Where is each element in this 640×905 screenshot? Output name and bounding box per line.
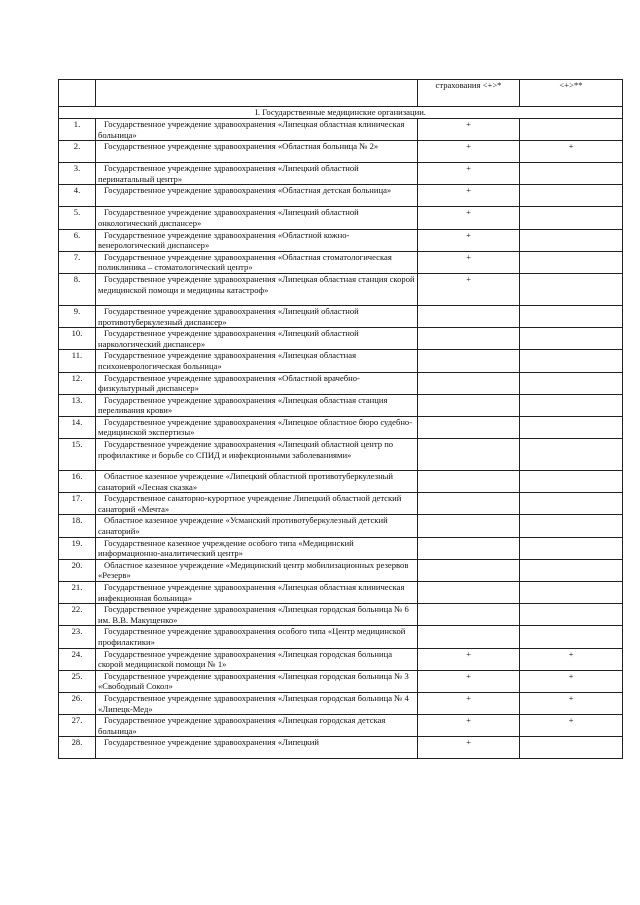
row-number: 17. — [59, 493, 96, 515]
row-other-mark — [520, 537, 623, 559]
table-row — [59, 119, 623, 141]
row-organization-name: Государственное учреждение здравоохранения «Липецкая городская больница № 6 им. В.В. Макущенко» — [96, 604, 418, 626]
table-row — [59, 372, 623, 394]
table-row — [59, 626, 623, 648]
row-organization-name: Государственное учреждение здравоохранения особого типа «Центр медицинской профилактики» — [96, 626, 418, 648]
table-row — [59, 141, 623, 163]
table-row — [59, 471, 623, 493]
row-other-mark — [520, 185, 623, 207]
row-insurance-mark: + — [418, 185, 520, 207]
organizations-table — [58, 79, 623, 759]
row-other-mark — [520, 471, 623, 493]
table-row — [59, 439, 623, 471]
row-other-mark — [520, 582, 623, 604]
row-insurance-mark — [418, 626, 520, 648]
row-organization-name: Государственное учреждение здравоохранения «Липецкий областной центр по профилактике и борьбе со СПИД и инфекционными заболеваниями» — [96, 439, 418, 471]
row-number: 1. — [59, 119, 96, 141]
row-organization-name: Государственное учреждение здравоохранения «Липецкая городская больница скорой медицинской помощи № 1» — [96, 648, 418, 670]
row-number: 24. — [59, 648, 96, 670]
row-insurance-mark — [418, 328, 520, 350]
table-header-row — [59, 80, 623, 107]
row-insurance-mark: + — [418, 229, 520, 251]
row-number: 20. — [59, 559, 96, 581]
row-other-mark — [520, 350, 623, 372]
row-insurance-mark: + — [418, 119, 520, 141]
row-insurance-mark — [418, 471, 520, 493]
row-number: 12. — [59, 372, 96, 394]
row-organization-name: Областное казенное учреждение «Липецкий областной противотуберкулезный санаторий «Лесная сказка» — [96, 471, 418, 493]
row-number: 16. — [59, 471, 96, 493]
row-number: 19. — [59, 537, 96, 559]
row-number: 13. — [59, 394, 96, 416]
row-other-mark — [520, 305, 623, 327]
table-row — [59, 582, 623, 604]
header-other: <+>** — [520, 80, 623, 107]
table-row — [59, 559, 623, 581]
row-number: 5. — [59, 207, 96, 229]
row-insurance-mark: + — [418, 715, 520, 737]
row-organization-name: Государственное учреждение здравоохранения «Липецкий областной онкологический диспансер» — [96, 207, 418, 229]
row-organization-name: Государственное учреждение здравоохранения «Липецкий областной наркологический диспансер» — [96, 328, 418, 350]
row-insurance-mark — [418, 493, 520, 515]
row-organization-name: Государственное учреждение здравоохранения «Липецкий областной противотуберкулезный диспансер» — [96, 305, 418, 327]
table-row — [59, 207, 623, 229]
row-organization-name: Государственное учреждение здравоохранения «Липецкая городская детская больница» — [96, 715, 418, 737]
row-other-mark: + — [520, 670, 623, 692]
row-other-mark — [520, 493, 623, 515]
row-organization-name: Государственное учреждение здравоохранения «Липецкая областная психоневрологическая больница» — [96, 350, 418, 372]
table-row — [59, 537, 623, 559]
row-insurance-mark — [418, 305, 520, 327]
row-number: 15. — [59, 439, 96, 471]
row-organization-name: Государственное казенное учреждение особого типа «Медицинский информационно-аналитический центр» — [96, 537, 418, 559]
row-organization-name: Государственное учреждение здравоохранения «Липецкое областное бюро судебно-медицинской экспертизы» — [96, 416, 418, 438]
row-other-mark — [520, 207, 623, 229]
row-organization-name: Государственное учреждение здравоохранения «Липецкая городская больница № 4 «Липецк-Мед» — [96, 692, 418, 714]
row-other-mark — [520, 251, 623, 273]
row-organization-name: Государственное учреждение здравоохранения «Липецкая областная клиническая больница» — [96, 119, 418, 141]
row-insurance-mark: + — [418, 251, 520, 273]
row-number: 7. — [59, 251, 96, 273]
row-organization-name: Государственное учреждение здравоохранения «Липецкий — [96, 737, 418, 759]
row-insurance-mark — [418, 582, 520, 604]
row-insurance-mark — [418, 372, 520, 394]
row-organization-name: Областное казенное учреждение «Усманский противотуберкулезный детский санаторий» — [96, 515, 418, 537]
row-number: 26. — [59, 692, 96, 714]
table-row — [59, 185, 623, 207]
table-row — [59, 328, 623, 350]
row-organization-name: Государственное учреждение здравоохранения «Липецкий областной перинатальный центр» — [96, 163, 418, 185]
table-row — [59, 273, 623, 305]
row-insurance-mark — [418, 439, 520, 471]
row-insurance-mark: + — [418, 692, 520, 714]
row-other-mark — [520, 439, 623, 471]
row-number: 10. — [59, 328, 96, 350]
row-other-mark — [520, 737, 623, 759]
table-row — [59, 493, 623, 515]
row-insurance-mark — [418, 416, 520, 438]
row-number: 18. — [59, 515, 96, 537]
row-insurance-mark — [418, 350, 520, 372]
row-insurance-mark: + — [418, 648, 520, 670]
header-name — [96, 80, 418, 107]
row-insurance-mark — [418, 537, 520, 559]
row-other-mark — [520, 372, 623, 394]
table-row — [59, 737, 623, 759]
row-insurance-mark: + — [418, 737, 520, 759]
row-number: 2. — [59, 141, 96, 163]
row-insurance-mark: + — [418, 207, 520, 229]
row-number: 21. — [59, 582, 96, 604]
row-insurance-mark: + — [418, 141, 520, 163]
row-organization-name: Государственное учреждение здравоохранения «Областной врачебно-физкультурный диспансер» — [96, 372, 418, 394]
row-other-mark — [520, 229, 623, 251]
row-organization-name: Государственное санаторно-курортное учреждение Липецкий областной детский санаторий «Мечта» — [96, 493, 418, 515]
row-organization-name: Государственное учреждение здравоохранения «Областная детская больница» — [96, 185, 418, 207]
row-number: 8. — [59, 273, 96, 305]
row-organization-name: Государственное учреждение здравоохранения «Липецкая областная станция переливания крови» — [96, 394, 418, 416]
document-page — [58, 79, 623, 759]
row-number: 9. — [59, 305, 96, 327]
row-other-mark: + — [520, 692, 623, 714]
row-insurance-mark — [418, 604, 520, 626]
table-row — [59, 416, 623, 438]
row-organization-name: Государственное учреждение здравоохранения «Областной кожно-венерологический диспансер» — [96, 229, 418, 251]
row-other-mark — [520, 163, 623, 185]
row-organization-name: Государственное учреждение здравоохранения «Липецкая областная станция скорой медицинской помощи и медицины катастроф» — [96, 273, 418, 305]
table-row — [59, 670, 623, 692]
table-row — [59, 350, 623, 372]
header-insurance: страхования <+>* — [418, 80, 520, 107]
row-other-mark — [520, 273, 623, 305]
row-other-mark — [520, 515, 623, 537]
row-insurance-mark — [418, 394, 520, 416]
section-title: I. Государственные медицинские организации. — [59, 107, 623, 119]
row-other-mark: + — [520, 141, 623, 163]
row-number: 14. — [59, 416, 96, 438]
row-number: 28. — [59, 737, 96, 759]
table-row — [59, 604, 623, 626]
row-organization-name: Государственное учреждение здравоохранения «Областная стоматологическая поликлиника – стоматологический центр» — [96, 251, 418, 273]
row-number: 27. — [59, 715, 96, 737]
row-other-mark — [520, 119, 623, 141]
row-other-mark — [520, 604, 623, 626]
table-row — [59, 251, 623, 273]
row-organization-name: Государственное учреждение здравоохранения «Липецкая городская больница № 3 «Свободный Сокол» — [96, 670, 418, 692]
table-row — [59, 692, 623, 714]
row-other-mark — [520, 559, 623, 581]
row-number: 4. — [59, 185, 96, 207]
header-number — [59, 80, 96, 107]
row-insurance-mark — [418, 515, 520, 537]
row-organization-name: Областное казенное учреждение «Медицинский центр мобилизационных резервов «Резерв» — [96, 559, 418, 581]
row-number: 11. — [59, 350, 96, 372]
table-row — [59, 515, 623, 537]
row-insurance-mark: + — [418, 163, 520, 185]
row-other-mark — [520, 394, 623, 416]
row-other-mark — [520, 626, 623, 648]
section-row — [59, 107, 623, 119]
row-organization-name: Государственное учреждение здравоохранения «Липецкая областная клиническая инфекционная больница» — [96, 582, 418, 604]
row-insurance-mark — [418, 559, 520, 581]
table-row — [59, 715, 623, 737]
row-other-mark — [520, 328, 623, 350]
row-number: 3. — [59, 163, 96, 185]
row-number: 25. — [59, 670, 96, 692]
table-row — [59, 163, 623, 185]
row-insurance-mark: + — [418, 670, 520, 692]
row-organization-name: Государственное учреждение здравоохранения «Областная больница № 2» — [96, 141, 418, 163]
table-row — [59, 305, 623, 327]
row-number: 23. — [59, 626, 96, 648]
row-other-mark: + — [520, 648, 623, 670]
table-row — [59, 648, 623, 670]
row-number: 6. — [59, 229, 96, 251]
row-other-mark — [520, 416, 623, 438]
row-number: 22. — [59, 604, 96, 626]
table-row — [59, 229, 623, 251]
row-other-mark: + — [520, 715, 623, 737]
row-insurance-mark: + — [418, 273, 520, 305]
table-row — [59, 394, 623, 416]
